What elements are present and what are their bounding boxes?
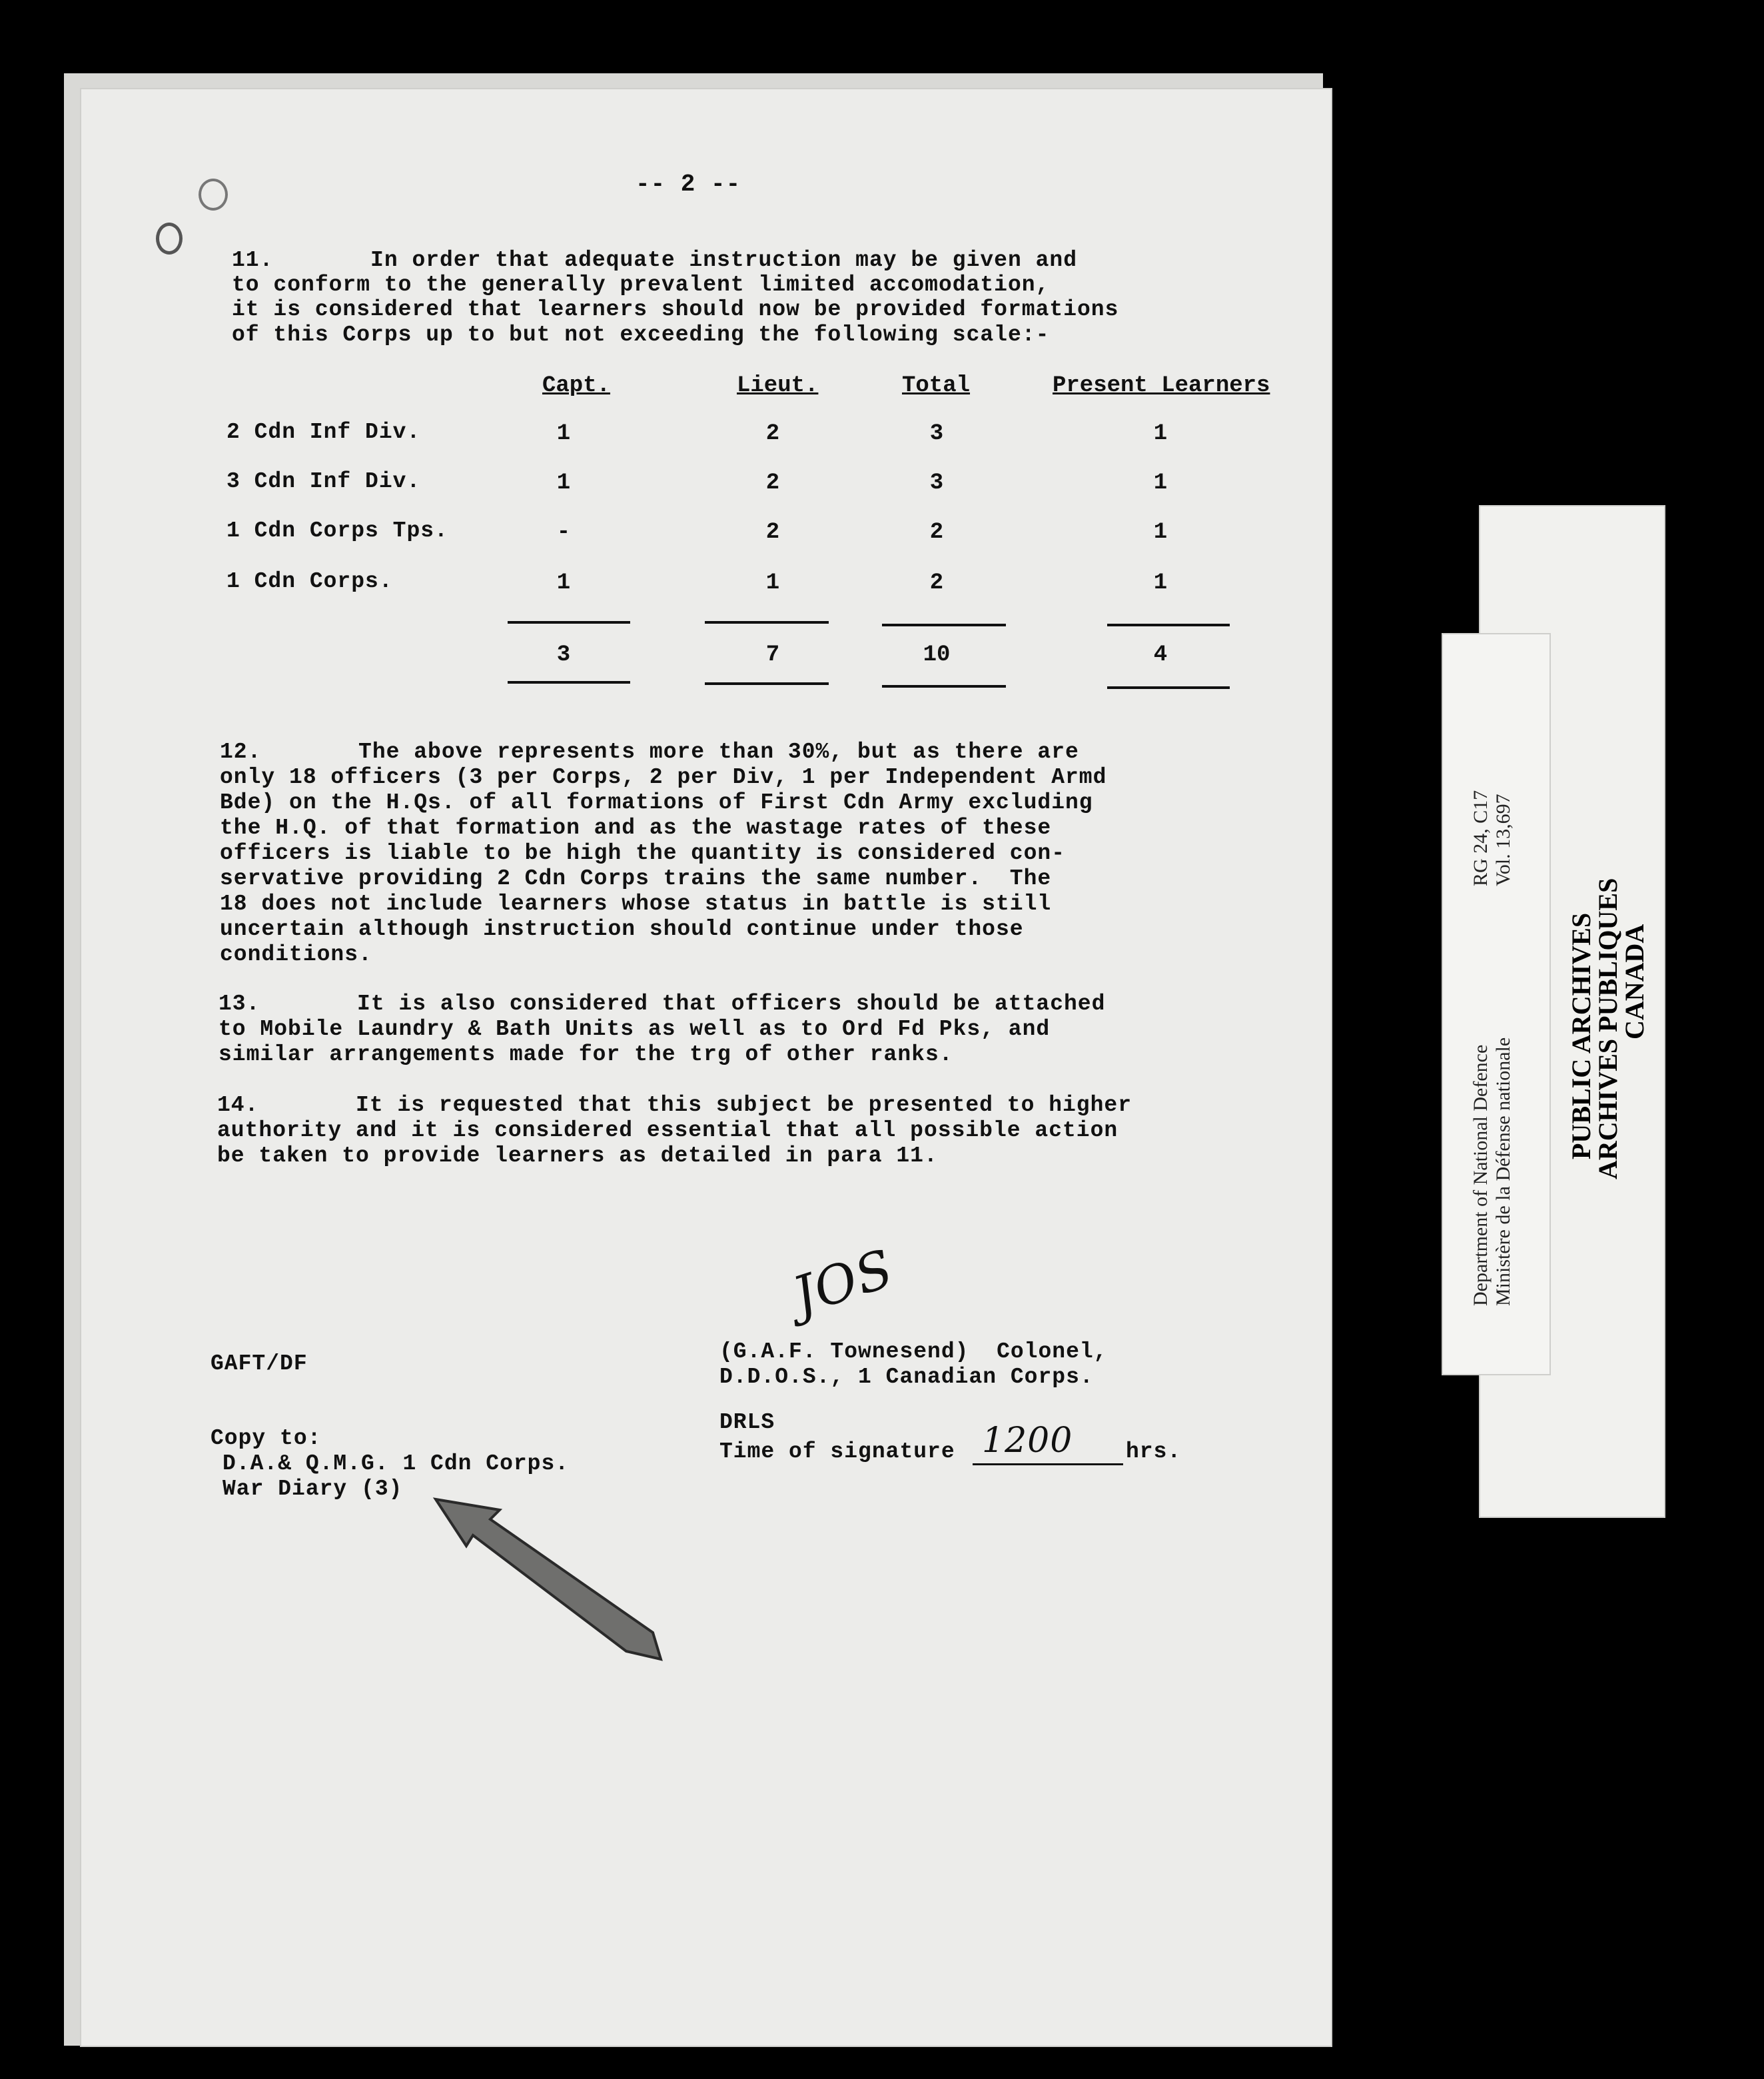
signatory-name: (G.A.F. Townesend) Colonel, (719, 1339, 1108, 1364)
total-rule (508, 621, 630, 624)
department-french: Ministère de la Défense nationale (1492, 1037, 1514, 1306)
cell-total: 3 (929, 470, 944, 496)
archive-ref: RG 24, C17 (1470, 790, 1492, 886)
header-present-learners: Present Learners (1053, 373, 1270, 398)
header-total: Total (902, 373, 971, 398)
archive-volume: Vol. 13,697 (1492, 794, 1514, 886)
total-lieut: 7 (765, 642, 780, 668)
total-rule (1107, 624, 1230, 626)
total-rule (508, 681, 630, 684)
reference-initials: GAFT/DF (211, 1351, 308, 1376)
cell-capt: 1 (556, 570, 571, 596)
cell-present: 1 (1153, 520, 1168, 545)
row-label: 1 Cdn Corps. (226, 569, 393, 594)
cell-capt: 1 (556, 470, 571, 496)
row-label: 1 Cdn Corps Tps. (226, 518, 448, 543)
total-rule (882, 624, 1006, 626)
total-rule (705, 621, 829, 624)
archives-french: ARCHIVES PUBLIQUES (1593, 878, 1623, 1179)
cell-lieut: 2 (765, 470, 780, 496)
archives-country: CANADA (1619, 924, 1649, 1040)
cell-lieut: 2 (765, 520, 780, 545)
total-rule (882, 685, 1006, 688)
cell-present: 1 (1153, 470, 1168, 496)
total-rule (705, 682, 829, 685)
total-present: 4 (1153, 642, 1168, 668)
drls-label: DRLS (719, 1410, 775, 1435)
cell-capt: 1 (556, 421, 571, 446)
cell-total: 2 (929, 520, 944, 545)
row-label: 2 Cdn Inf Div. (226, 420, 421, 444)
total-rule (1107, 686, 1230, 689)
page-number: -- 2 -- (636, 171, 741, 198)
signatory-title: D.D.O.S., 1 Canadian Corps. (719, 1365, 1094, 1389)
total-capt: 3 (556, 642, 571, 668)
total-total: 10 (923, 642, 951, 668)
handwritten-initials: JOS (785, 1238, 901, 1327)
time-value: 1200 (982, 1421, 1073, 1461)
cell-total: 2 (929, 570, 944, 596)
cell-total: 3 (929, 421, 944, 446)
archives-english: PUBLIC ARCHIVES (1566, 912, 1596, 1159)
cell-lieut: 1 (765, 570, 780, 596)
time-underline (973, 1463, 1123, 1465)
cell-present: 1 (1153, 570, 1168, 596)
punch-hole (156, 223, 183, 255)
cell-capt: - (556, 520, 571, 545)
department-english: Department of National Defence (1470, 1044, 1492, 1306)
arrow-icon (426, 1479, 679, 1679)
header-capt: Capt. (542, 373, 611, 398)
row-label: 3 Cdn Inf Div. (226, 469, 421, 494)
cell-present: 1 (1153, 421, 1168, 446)
punch-hole (199, 179, 228, 211)
header-lieut: Lieut. (737, 373, 819, 398)
cell-lieut: 2 (765, 421, 780, 446)
